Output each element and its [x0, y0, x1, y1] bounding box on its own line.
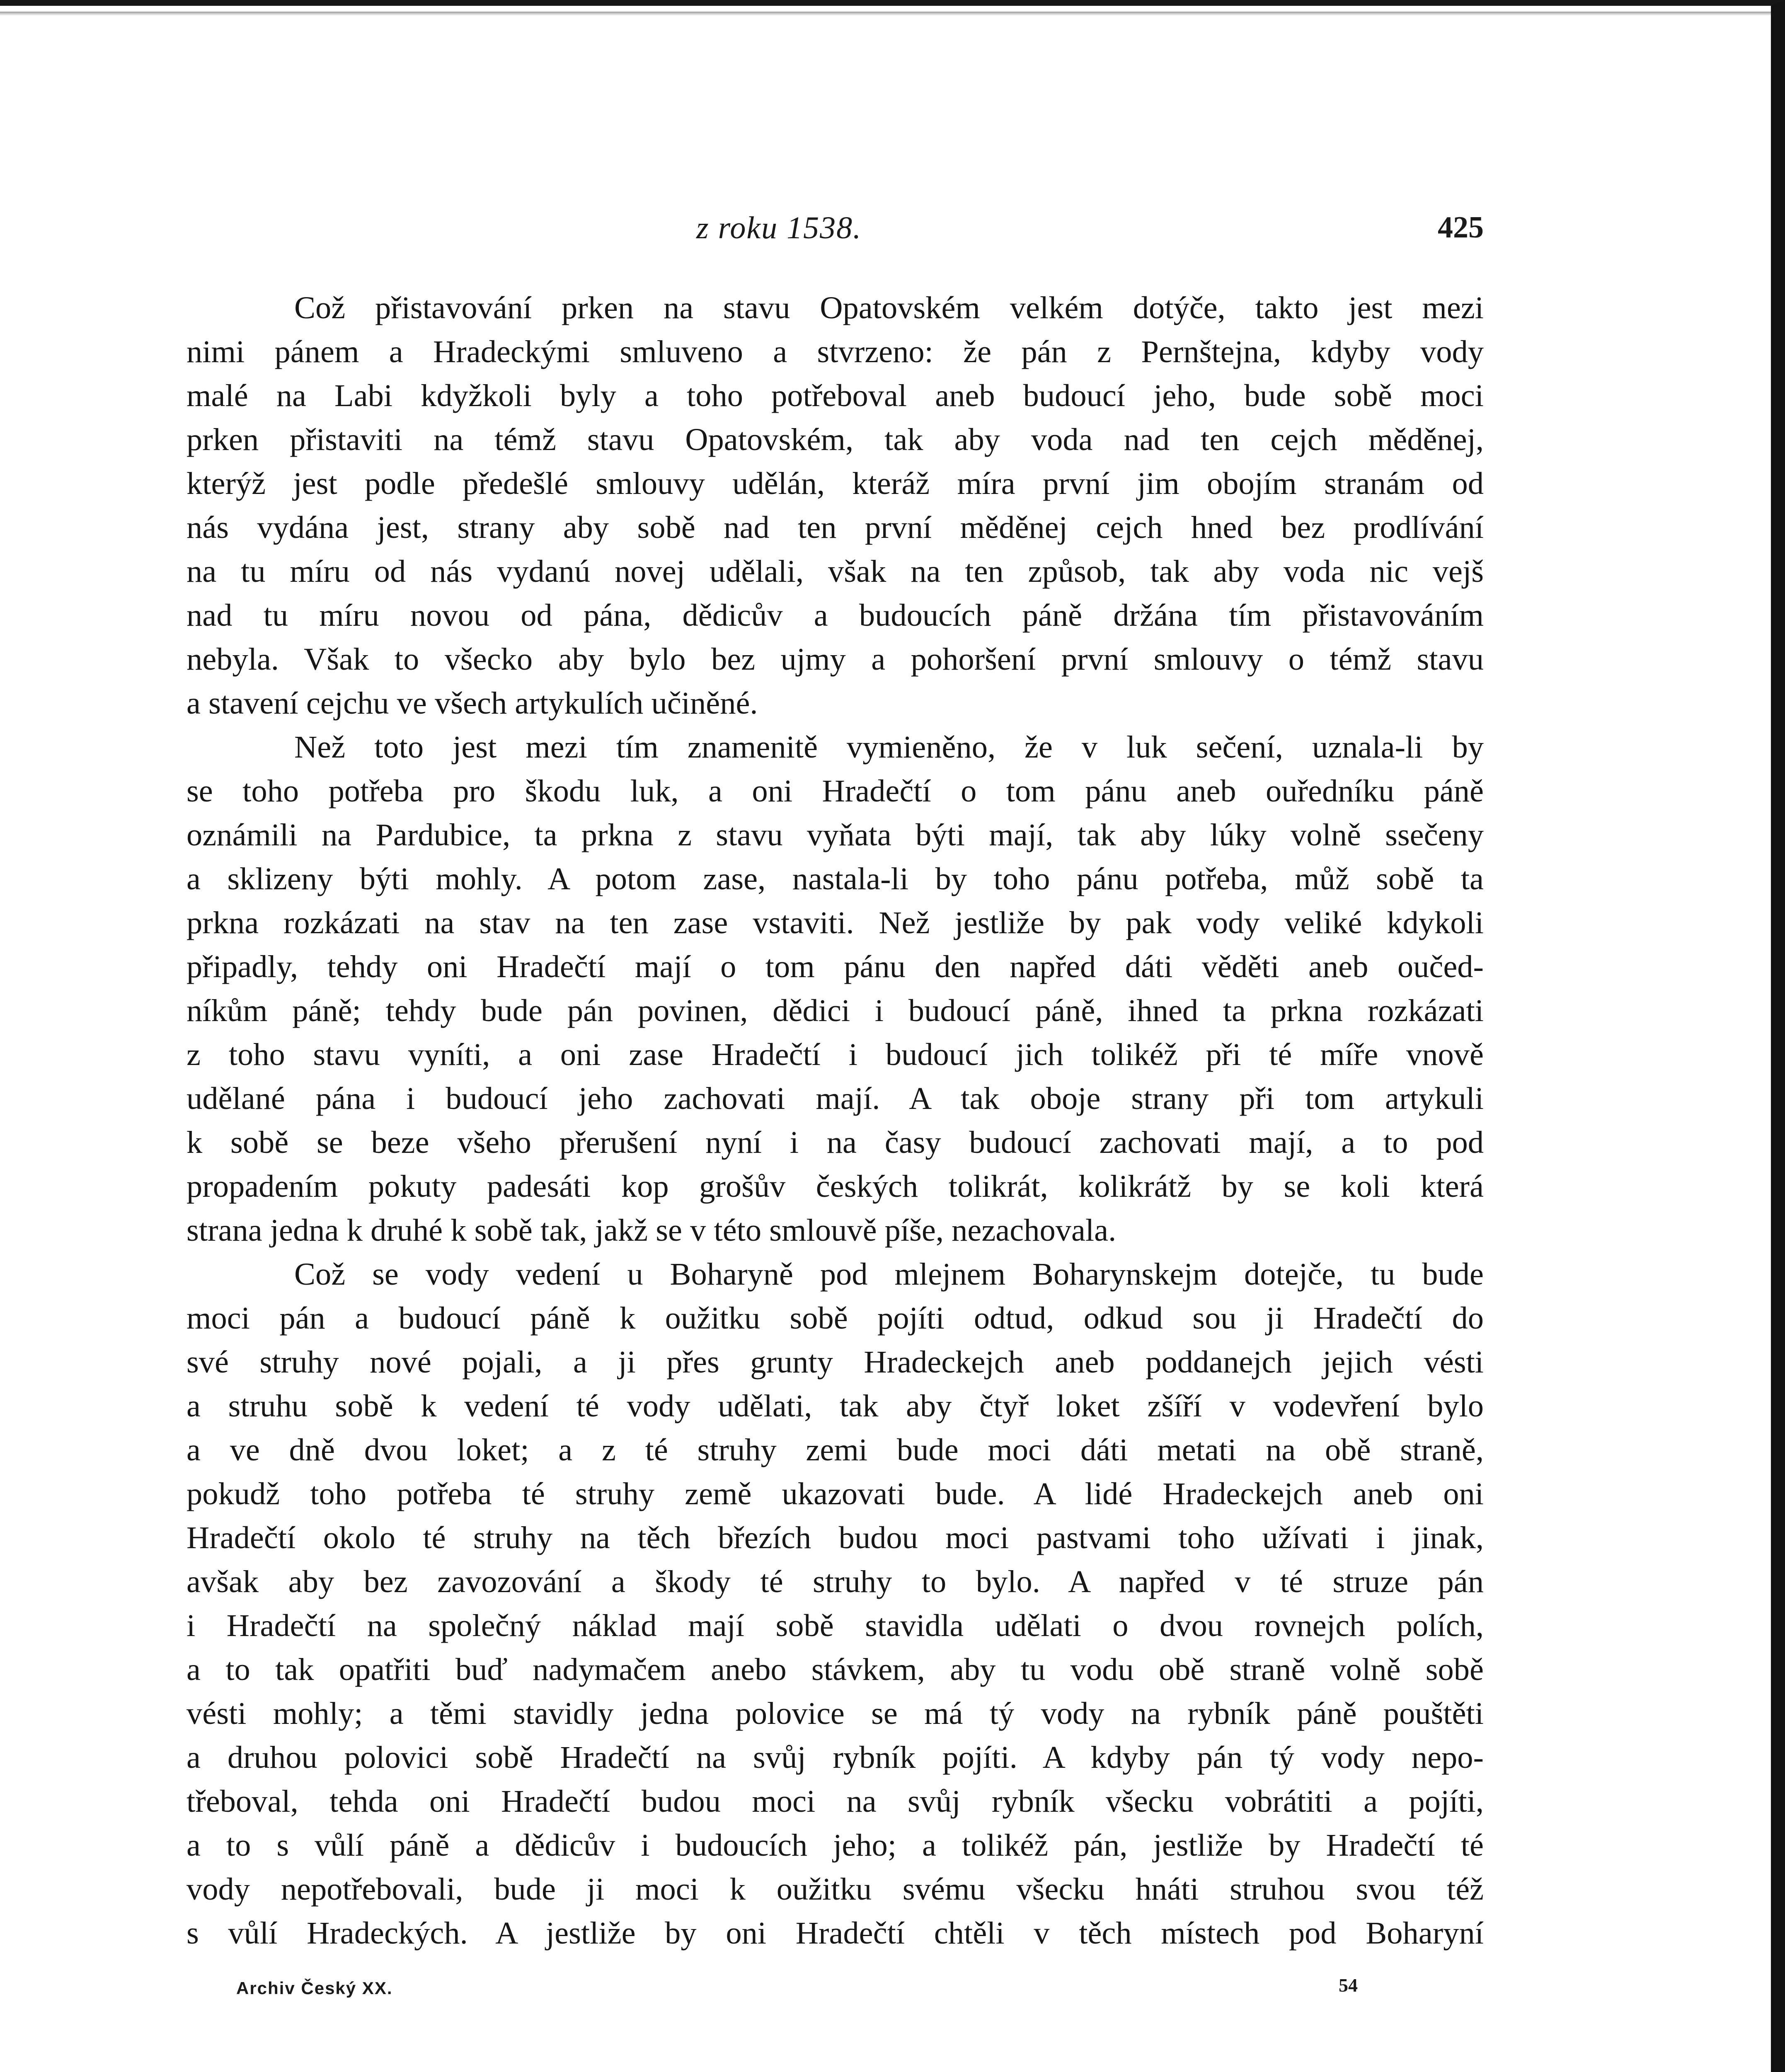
text-line: a struhu sobě k vedení té vody udělati, tak aby čtyř loket zšíří v vodevření bylo [186, 1388, 1484, 1423]
body-text [186, 286, 1484, 1955]
page-footer [186, 1975, 1484, 2011]
text-line: i Hradečtí na společný náklad mají sobě stavidla udělati o dvou rovnejch polích, [186, 1608, 1484, 1643]
footer-signature: Archiv Český XX. [236, 1978, 393, 1998]
paragraph-2 [186, 725, 1484, 1252]
text-line: připadly, tehdy oni Hradečtí mají o tom pánu den napřed dáti věděti aneb oučed- [186, 949, 1484, 984]
text-line: nás vydána jest, strany aby sobě nad ten první měděnej cejch hned bez prodlívání [186, 510, 1484, 545]
text-line: se toho potřeba pro škodu luk, a oni Hradečtí o tom pánu aneb ouředníku páně [186, 773, 1484, 808]
text-line: vésti mohly; a těmi stavidly jedna polovice se má tý vody na rybník páně pouštěti [186, 1696, 1484, 1731]
page-header [186, 210, 1484, 256]
text-line: Což přistavování prken na stavu Opatovském velkém dotýče, takto jest mezi [294, 290, 1484, 325]
text-line: třeboval, tehda oni Hradečtí budou moci na svůj rybník všecku vobrátiti a pojíti, [186, 1784, 1484, 1819]
paragraph-3 [186, 1252, 1484, 1955]
text-line: a stavení cejchu ve všech artykulích učiněné. [186, 685, 758, 721]
footer-sheet-number: 54 [1339, 1975, 1358, 1996]
text-line: strana jedna k druhé k sobě tak, jakž se v této smlouvě píše, nezachovala. [186, 1213, 1117, 1248]
text-line: oznámili na Pardubice, ta prkna z stavu vyňata býti mají, tak aby lúky volně ssečeny [186, 817, 1484, 852]
text-line: k sobě se beze všeho přerušení nyní i na časy budoucí zachovati mají, a to pod [186, 1125, 1484, 1160]
running-head: z roku 1538. [696, 211, 862, 245]
text-line: Než toto jest mezi tím znamenitě vymieněno, že v luk sečení, uznala-li by [294, 729, 1484, 765]
text-line: a to tak opatřiti buď nadymačem anebo stávkem, aby tu vodu obě straně volně sobě [186, 1652, 1484, 1687]
text-line: nimi pánem a Hradeckými smluveno a stvrzeno: že pán z Pernštejna, kdyby vody [186, 334, 1484, 369]
text-line: nad tu míru novou od pána, dědicův a budoucích páně držána tím přistavováním [186, 598, 1484, 633]
text-line: své struhy nové pojali, a ji přes grunty Hradeckejch aneb poddanejch jejich vésti [186, 1344, 1484, 1380]
text-line: prken přistaviti na témž stavu Opatovském, tak aby voda nad ten cejch měděnej, [186, 422, 1484, 457]
text-line: níkům páně; tehdy bude pán povinen, dědici i budoucí páně, ihned ta prkna rozkázati [186, 993, 1484, 1028]
text-line: malé na Labi kdyžkoli byly a toho potřeboval aneb budoucí jeho, bude sobě moci [186, 378, 1484, 413]
text-line: udělané pána i budoucí jeho zachovati mají. A tak oboje strany při tom artykuli [186, 1081, 1484, 1116]
text-line: na tu míru od nás vydanú novej udělali, však na ten způsob, tak aby voda nic vejš [186, 554, 1484, 589]
text-line: a sklizeny býti mohly. A potom zase, nastala-li by toho pánu potřeba, můž sobě ta [186, 861, 1484, 896]
text-line: a ve dně dvou loket; a z té struhy zemi bude moci dáti metati na obě straně, [186, 1432, 1484, 1467]
text-line: a to s vůlí páně a dědicův i budoucích jeho; a tolikéž pán, jestliže by Hradečtí té [186, 1828, 1484, 1863]
text-line: propadením pokuty padesáti kop grošův českých tolikrát, kolikrátž by se koli která [186, 1169, 1484, 1204]
paragraph-1 [186, 286, 1484, 725]
text-line: Což se vody vedení u Boharyně pod mlejnem Boharynskejm dotejče, tu bude [294, 1256, 1484, 1292]
text-line: s vůlí Hradeckých. A jestliže by oni Hradečtí chtěli v těch místech pod Boharyní [186, 1915, 1484, 1951]
text-line: moci pán a budoucí páně k oužitku sobě pojíti odtud, odkud sou ji Hradečtí do [186, 1300, 1484, 1336]
text-line: kterýž jest podle předešlé smlouvy udělán, kteráž míra první jim obojím stranám od [186, 466, 1484, 501]
text-line: a druhou polovici sobě Hradečtí na svůj rybník pojíti. A kdyby pán tý vody nepo- [186, 1740, 1484, 1775]
text-line: prkna rozkázati na stav na ten zase vstaviti. Než jestliže by pak vody veliké kdykoli [186, 905, 1484, 940]
text-line: pokudž toho potřeba té struhy země ukazovati bude. A lidé Hradeckejch aneb oni [186, 1476, 1484, 1511]
page-number: 425 [1438, 211, 1484, 244]
text-line: avšak aby bez zavozování a škody té struhy to bylo. A napřed v té struze pán [186, 1564, 1484, 1599]
text-line: Hradečtí okolo té struhy na těch březích budou moci pastvami toho užívati i jinak, [186, 1520, 1484, 1555]
scan-top-edge-shadow [0, 12, 1771, 16]
text-line: vody nepotřebovali, bude ji moci k oužitku svému všecku hnáti struhou svou též [186, 1871, 1484, 1907]
text-line: z toho stavu vyníti, a oni zase Hradečtí i budoucí jich tolikéž při té míře vnově [186, 1037, 1484, 1072]
text-line: nebyla. Však to všecko aby bylo bez ujmy a pohoršení první smlouvy o témž stavu [186, 641, 1484, 677]
